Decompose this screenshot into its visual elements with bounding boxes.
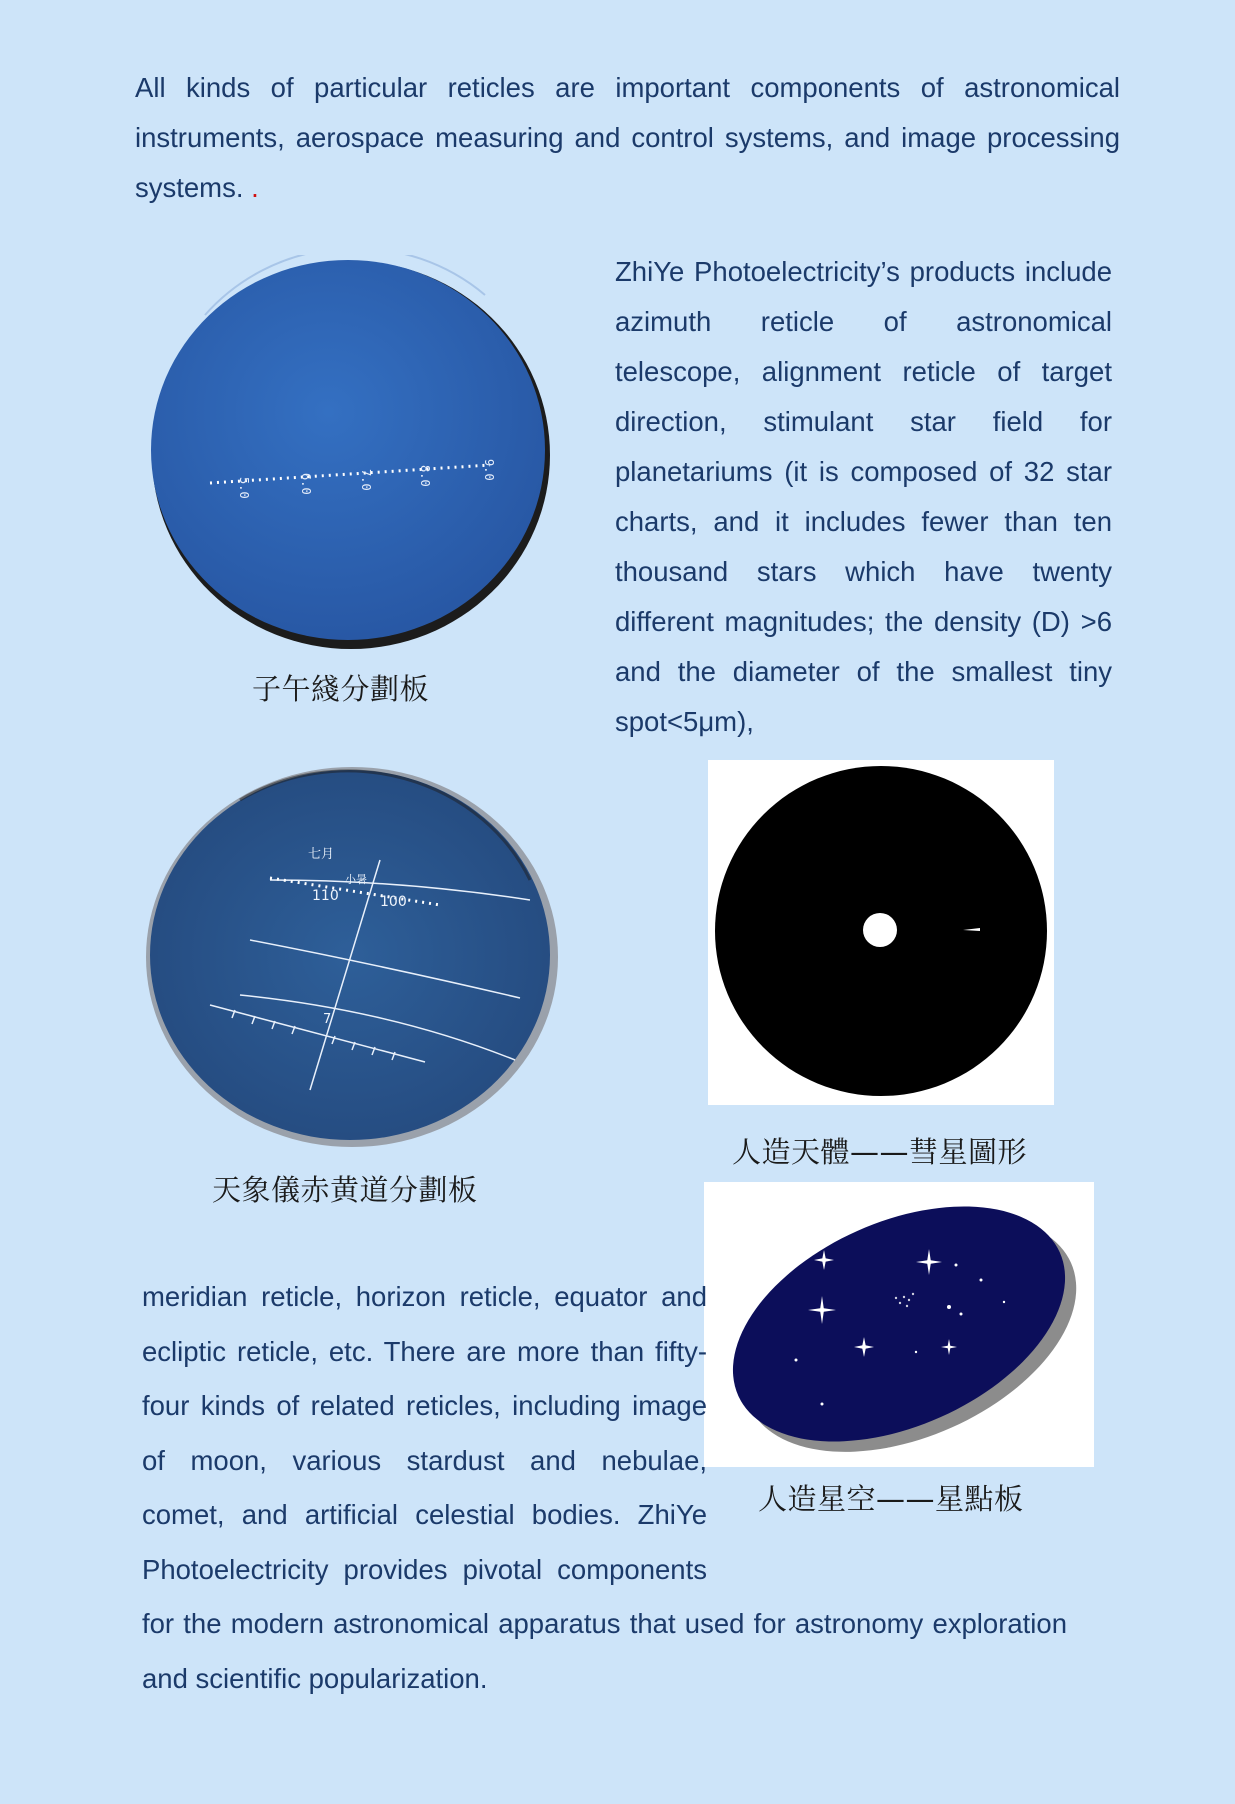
scale-label-0: 5.0 (237, 477, 251, 499)
small-label: 小暑 (345, 873, 367, 886)
tick-label: 7 (323, 1012, 332, 1027)
scale-label-1: 6.0 (299, 473, 313, 495)
closing-paragraph (142, 1270, 1067, 1706)
intro-trailing-mark: . (251, 172, 259, 203)
closing-text: meridian reticle, horizon reticle, equator and ecliptic reticle, etc. There are more than fifty-four kinds of related reticles, including image of moon, various stardust and nebulae, comet, and artificial celestial bodies. ZhiYe Photoelectricity provides pivotal components for the modern astronomical apparatus that used for astronomy exploration and scientific popularization. (142, 1281, 1067, 1694)
comet-caption: 人造天體——彗星圖形 (732, 1135, 1028, 1169)
ecliptic-label-110: 110 (312, 888, 339, 904)
intro-paragraph (135, 63, 1120, 213)
month-label: 七月 (308, 847, 335, 862)
scale-label-4: 9.0 (482, 459, 496, 481)
ecliptic-caption: 天象儀赤黄道分劃板 (212, 1173, 478, 1207)
float-spacer (707, 1270, 1067, 1597)
starfield-caption: 人造星空——星點板 (758, 1482, 1024, 1516)
scale-label-3: 8.0 (418, 465, 432, 487)
intro-text: All kinds of particular reticles are important components of astronomical instruments, aerospace measuring and control systems, and image processing systems. (135, 72, 1120, 203)
ecliptic-label-100: 100 (380, 894, 407, 910)
ecliptic-reticle-image (140, 760, 560, 1150)
meridian-caption: 子午綫分劃板 (252, 672, 430, 706)
comet-pattern-image (708, 760, 1054, 1105)
scale-label-2: 7.0 (359, 469, 373, 491)
products-paragraph: ZhiYe Photoelectricity’s products include azimuth reticle of astronomical telescope, alignment reticle of target direction, stimulant star field for planetariums (it is composed of 32 star charts, and it includes fewer than ten thousand stars which have twenty different magnitudes; the density (D) >6 and the diameter of the smallest tiny spot<5μm), (615, 256, 1112, 737)
meridian-reticle-image (145, 255, 555, 650)
